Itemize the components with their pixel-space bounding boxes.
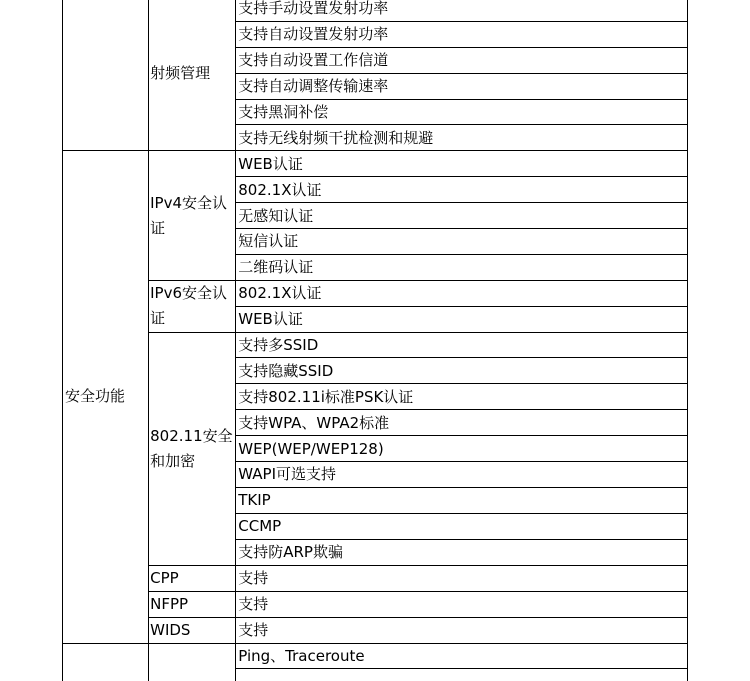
feature-cell: 支持无线射频干扰检测和规避	[236, 125, 688, 151]
table-row	[63, 151, 688, 177]
feature-cell: 支持多SSID	[236, 332, 688, 358]
subcategory-ipv4-auth: IPv4安全认证	[149, 151, 236, 280]
feature-cell: 支持WPA、WPA2标准	[236, 410, 688, 436]
feature-cell: 支持自动设置工作信道	[236, 47, 688, 73]
feature-cell: WEP(WEP/WEP128)	[236, 436, 688, 462]
feature-cell: 短信认证	[236, 229, 688, 255]
subcategory-rf-management: 射频管理	[149, 0, 236, 151]
feature-cell: 802.1X认证	[236, 280, 688, 306]
table-row	[63, 617, 688, 643]
category-cell-rf	[63, 0, 149, 151]
feature-cell: 支持	[236, 565, 688, 591]
feature-cell: 支持防ARP欺骗	[236, 539, 688, 565]
feature-cell: 支持	[236, 617, 688, 643]
feature-cell: 支持自动调整传输速率	[236, 73, 688, 99]
category-security: 安全功能	[63, 151, 149, 643]
table-row	[63, 332, 688, 358]
table-row	[63, 643, 688, 669]
feature-cell: 支持隐藏SSID	[236, 358, 688, 384]
table-row	[63, 280, 688, 306]
table-row	[63, 0, 688, 21]
table-row	[63, 565, 688, 591]
feature-cell: 支持	[236, 591, 688, 617]
feature-cell: 支持手动设置发射功率	[236, 0, 688, 21]
feature-cell: 无感知认证	[236, 203, 688, 229]
subcategory-wids: WIDS	[149, 617, 236, 643]
feature-cell: WEB认证	[236, 306, 688, 332]
spec-table	[62, 0, 688, 681]
subcategory-ipv6-auth: IPv6安全认证	[149, 280, 236, 332]
feature-cell: 支持802.11i标准PSK认证	[236, 384, 688, 410]
feature-cell: TKIP	[236, 487, 688, 513]
feature-cell: WAPI可选支持	[236, 462, 688, 488]
category-cell-next	[63, 643, 149, 681]
subcategory-nfpp: NFPP	[149, 591, 236, 617]
feature-cell: CCMP	[236, 513, 688, 539]
feature-cell: 支持自动设置发射功率	[236, 21, 688, 47]
subcategory-cpp: CPP	[149, 565, 236, 591]
feature-cell: WEB认证	[236, 151, 688, 177]
feature-cell: 支持黑洞补偿	[236, 99, 688, 125]
feature-cell: 802.1X认证	[236, 177, 688, 203]
subcategory-cell-next	[149, 643, 236, 681]
subcategory-80211-security: 802.11安全和加密	[149, 332, 236, 565]
feature-cell: Ping、Traceroute	[236, 643, 688, 669]
feature-cell	[236, 669, 688, 681]
table-row	[63, 591, 688, 617]
feature-cell: 二维码认证	[236, 254, 688, 280]
